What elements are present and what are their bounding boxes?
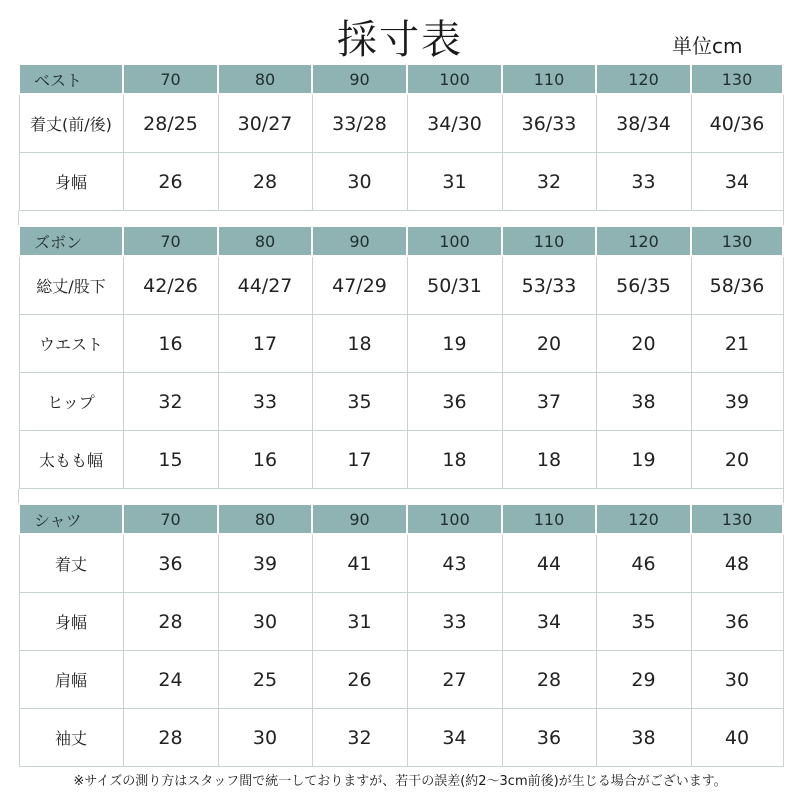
measurement-value: 34 [407, 709, 502, 767]
table-row [19, 593, 783, 651]
measurement-value: 30 [218, 593, 312, 651]
table-row [19, 651, 783, 709]
table-row [19, 709, 783, 767]
size-header-cell: 110 [502, 226, 596, 256]
measurement-value: 44/27 [218, 256, 312, 315]
measurement-value: 20 [596, 315, 691, 373]
measurement-value: 19 [596, 431, 691, 489]
measurement-value: 36 [502, 709, 596, 767]
size-header-cell: 120 [596, 64, 691, 94]
measurement-value: 20 [502, 315, 596, 373]
measurement-value: 58/36 [691, 256, 783, 315]
footnote: ※サイズの測り方はスタッフ間で統一しておりますが、若干の誤差(約2〜3cm前後)が生じる場合がございます。 [73, 774, 727, 789]
measurement-value: 28/25 [123, 94, 218, 153]
size-header-cell: 90 [312, 504, 407, 534]
measurement-value: 34 [691, 153, 783, 211]
measurement-value: 18 [407, 431, 502, 489]
measurement-value: 33/28 [312, 94, 407, 153]
measurement-value: 39 [218, 534, 312, 593]
size-header-cell: 80 [218, 64, 312, 94]
size-header-cell: 90 [312, 64, 407, 94]
measurement-value: 37 [502, 373, 596, 431]
measurement-value: 44 [502, 534, 596, 593]
table-name: シャツ [19, 504, 123, 534]
measurement-value: 16 [218, 431, 312, 489]
size-header-cell: 80 [218, 504, 312, 534]
measurement-value: 28 [218, 153, 312, 211]
measurement-value: 30 [691, 651, 783, 709]
table-row [19, 153, 783, 211]
table-row [19, 373, 783, 431]
measurement-value: 43 [407, 534, 502, 593]
measurement-value: 20 [691, 431, 783, 489]
measurement-label: 袖丈 [19, 709, 123, 767]
page-title: 採寸表 [337, 17, 463, 63]
table-header-row [19, 64, 783, 94]
size-header-cell: 110 [502, 64, 596, 94]
measurement-value: 28 [123, 593, 218, 651]
size-header-cell: 90 [312, 226, 407, 256]
measurement-value: 25 [218, 651, 312, 709]
table-header-row [19, 504, 783, 534]
measurement-value: 31 [312, 593, 407, 651]
measurement-value: 30 [312, 153, 407, 211]
measurement-value: 35 [596, 593, 691, 651]
measurement-value: 56/35 [596, 256, 691, 315]
measurement-value: 33 [596, 153, 691, 211]
measurement-value: 36/33 [502, 94, 596, 153]
measurement-value: 28 [502, 651, 596, 709]
measurement-value: 33 [218, 373, 312, 431]
measurement-value: 31 [407, 153, 502, 211]
measurement-value: 19 [407, 315, 502, 373]
pants-size-table [18, 225, 784, 489]
measurement-value: 38/34 [596, 94, 691, 153]
measurement-value: 18 [502, 431, 596, 489]
measurement-value: 17 [312, 431, 407, 489]
measurement-value: 32 [502, 153, 596, 211]
measurement-value: 38 [596, 709, 691, 767]
table-row [19, 431, 783, 489]
size-header-cell: 130 [691, 64, 783, 94]
vest-size-table [18, 63, 784, 211]
size-header-cell: 70 [123, 226, 218, 256]
measurement-value: 26 [123, 153, 218, 211]
measurement-value: 30/27 [218, 94, 312, 153]
measurement-value: 41 [312, 534, 407, 593]
measurement-value: 17 [218, 315, 312, 373]
measurement-value: 53/33 [502, 256, 596, 315]
measurement-value: 16 [123, 315, 218, 373]
size-header-cell: 100 [407, 64, 502, 94]
measurement-value: 26 [312, 651, 407, 709]
size-header-cell: 120 [596, 504, 691, 534]
measurement-label: 太もも幅 [19, 431, 123, 489]
measurement-label: 着丈(前/後) [19, 94, 123, 153]
measurement-value: 15 [123, 431, 218, 489]
measurement-value: 36 [691, 593, 783, 651]
measurement-value: 34/30 [407, 94, 502, 153]
measurement-value: 46 [596, 534, 691, 593]
measurement-value: 47/29 [312, 256, 407, 315]
size-header-cell: 130 [691, 226, 783, 256]
table-name: ズボン [19, 226, 123, 256]
measurement-value: 21 [691, 315, 783, 373]
table-row [19, 315, 783, 373]
measurement-label: 身幅 [19, 593, 123, 651]
measurement-value: 36 [123, 534, 218, 593]
measurement-value: 38 [596, 373, 691, 431]
shirt-size-table [18, 503, 784, 767]
measurement-label: 総丈/股下 [19, 256, 123, 315]
measurement-value: 30 [218, 709, 312, 767]
measurement-value: 42/26 [123, 256, 218, 315]
size-header-cell: 100 [407, 226, 502, 256]
measurement-value: 39 [691, 373, 783, 431]
size-header-cell: 120 [596, 226, 691, 256]
size-header-cell: 130 [691, 504, 783, 534]
table-row [19, 256, 783, 315]
measurement-value: 40/36 [691, 94, 783, 153]
measurement-value: 27 [407, 651, 502, 709]
table-row [19, 534, 783, 593]
measurement-label: ウエスト [19, 315, 123, 373]
measurement-value: 40 [691, 709, 783, 767]
size-header-cell: 80 [218, 226, 312, 256]
table-header-row [19, 226, 783, 256]
measurement-label: ヒップ [19, 373, 123, 431]
measurement-value: 35 [312, 373, 407, 431]
table-spacer [18, 211, 784, 225]
measurement-label: 着丈 [19, 534, 123, 593]
measurement-value: 32 [123, 373, 218, 431]
table-name: ベスト [19, 64, 123, 94]
measurement-value: 33 [407, 593, 502, 651]
measurement-value: 50/31 [407, 256, 502, 315]
measurement-value: 29 [596, 651, 691, 709]
measurement-value: 28 [123, 709, 218, 767]
measurement-value: 24 [123, 651, 218, 709]
size-header-cell: 100 [407, 504, 502, 534]
table-spacer [18, 489, 784, 503]
measurement-value: 34 [502, 593, 596, 651]
measurement-value: 48 [691, 534, 783, 593]
measurement-value: 32 [312, 709, 407, 767]
table-row [19, 94, 783, 153]
measurement-value: 18 [312, 315, 407, 373]
unit-label: 単位cm [672, 34, 743, 58]
measurement-label: 身幅 [19, 153, 123, 211]
size-header-cell: 70 [123, 64, 218, 94]
measurement-label: 肩幅 [19, 651, 123, 709]
measurement-value: 36 [407, 373, 502, 431]
size-header-cell: 110 [502, 504, 596, 534]
size-header-cell: 70 [123, 504, 218, 534]
